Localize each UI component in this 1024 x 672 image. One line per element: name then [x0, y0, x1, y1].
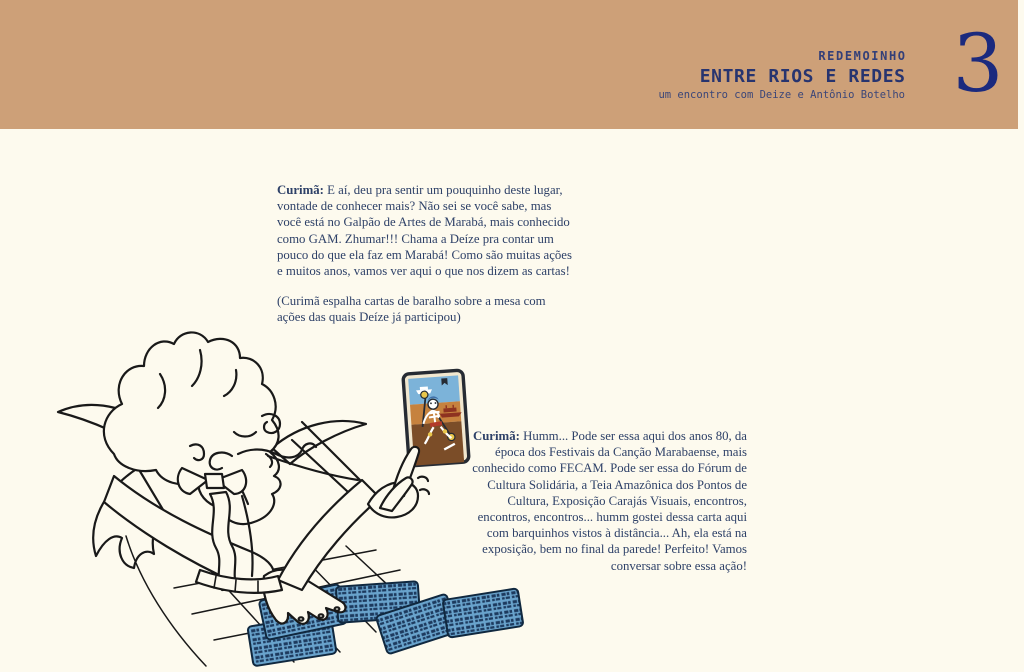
dialogue-curima-1 — [277, 182, 572, 279]
speaker-name: Curimã: — [277, 183, 324, 197]
series-kicker: REDEMOINHO — [818, 49, 907, 63]
dialogue-line: vontade de conhecer mais? Não sei se você sabe, mas — [277, 199, 552, 214]
dialogue-text: Humm... Pode ser essa aqui dos anos 80, da — [523, 429, 747, 443]
curima-illustration — [40, 330, 540, 672]
dialogue-line: como GAM. Zhumar!!! Chama a Deíze pra contar um — [277, 231, 554, 246]
chapter-subtitle: um encontro com Deize e Antônio Botelho — [658, 89, 905, 101]
dialogue-line: conhecido como FECAM. Pode ser essa do Fórum de — [472, 461, 747, 476]
dialogue-line: Cultura, Exposição Carajás Visuais, encontros, — [507, 493, 747, 508]
dialogue-line: exposição, bem no final da parede! Perfeito! Vamos — [482, 542, 747, 557]
dialogue-line: época dos Festivais da Canção Marabaense, mais — [495, 445, 747, 460]
dialogue-line: pouco do que ela faz em Marabá! Como são muitas ações — [277, 247, 572, 262]
stage-direction-line: (Curimã espalha cartas de baralho sobre a mesa com — [277, 294, 546, 308]
dialogue-text: E aí, deu pra sentir um pouquinho deste lugar, — [327, 183, 563, 197]
chapter-number: 3 — [952, 17, 1004, 110]
dialogue-line: conversar sobre essa ação! — [610, 558, 747, 573]
dialogue-line: e muitos anos, vamos ver aqui o que nos dizem as cartas! — [277, 264, 570, 279]
masthead — [658, 0, 905, 101]
dialogue-line: você está no Galpão de Artes de Marabá, mais conhecido — [277, 215, 570, 230]
dialogue-line: com barquinhos vistos à distância... Ah, ela está na — [486, 526, 747, 541]
dialogue-line: Cultura Solidária, a Teia Amazônica dos Pontos de — [487, 477, 747, 492]
speaker-name: Curimã: — [472, 429, 520, 443]
dialogue-line: encontros, encontros... humm gostei dessa carta aqui — [477, 510, 747, 525]
stage-direction-line: ações das quais Deíze já participou) — [277, 310, 461, 325]
stage-direction — [277, 293, 546, 325]
dialogue-line — [277, 182, 572, 198]
chapter-title: ENTRE RIOS E REDES — [699, 66, 906, 87]
